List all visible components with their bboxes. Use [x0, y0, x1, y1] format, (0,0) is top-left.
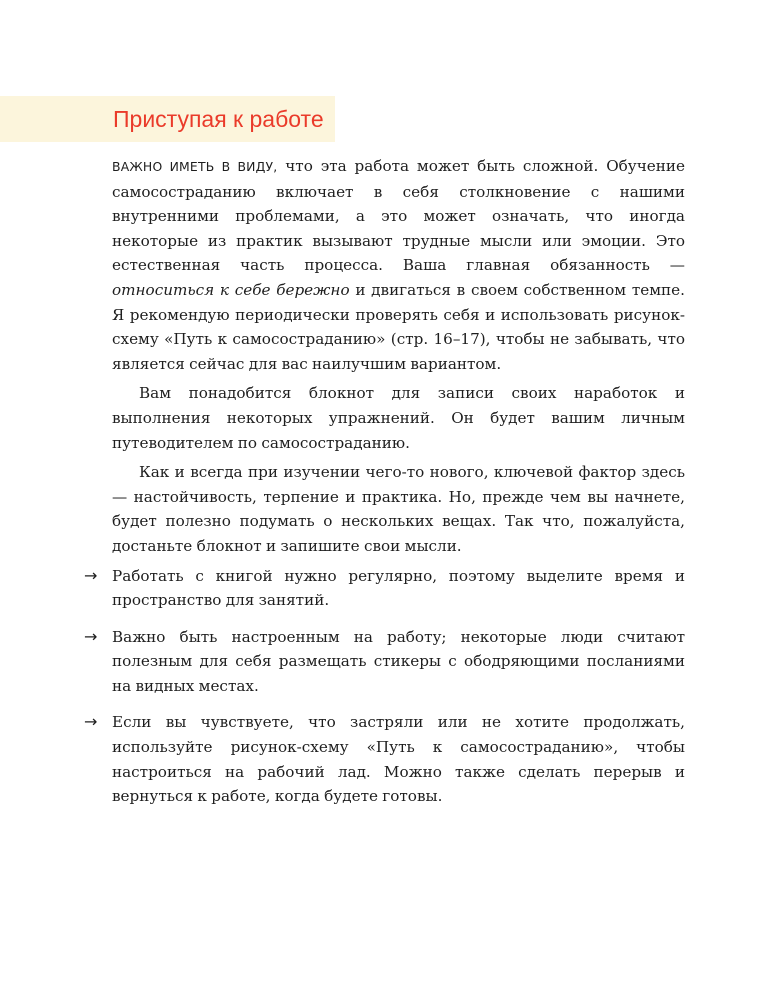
intro-text-before: что эта работа может быть сложной. Обучение самосостраданию включает в себя столкновение с нашими внутренними проблемами, а это может означать, что иногда некоторые из практик вызывают трудные мысли или эмоции. Это естественная часть процесса. Ваша главная обязанность —	[112, 157, 685, 275]
paragraph-notebook: Вам понадобится блокнот для записи своих наработок и выполнения некоторых упражнений. Он будет вашим личным путеводителем по самосостраданию.	[112, 384, 685, 452]
paragraph-persistence: Как и всегда при изучении чего-то нового, ключевой фактор здесь — настойчивость, терпение и практика. Но, прежде чем вы начнете, будет полезно подумать о нескольких вещах. Так что, пожалуйста, достаньте блокнот и запишите свои мысли.	[112, 463, 685, 555]
arrow-right-icon: →	[84, 565, 98, 585]
intro-text-after: и двигаться в своем собственном темпе. Я рекомендую периодически проверять себя и использовать рисунок-схему «Путь к самосостраданию» (стр. 16–17), чтобы не забывать, что является сейчас для вас наилучшим вариантом.	[112, 280, 685, 373]
section-heading: Приступая к работе	[113, 106, 324, 132]
list-item-text: Работать с книгой нужно регулярно, поэтому выделите время и пространство для занятий.	[112, 566, 685, 610]
paragraph-intro	[112, 154, 685, 376]
intro-emphasis: относиться к себе бережно	[112, 280, 350, 299]
arrow-right-icon: →	[84, 626, 98, 646]
list-item-text: Если вы чувствуете, что застряли или не хотите продолжать, используйте рисунок-схему «Путь к самосостраданию», чтобы настроиться на рабочий лад. Можно также сделать перерыв и вернуться к работе, когда будете готовы.	[112, 713, 685, 806]
arrow-right-icon: →	[84, 712, 98, 732]
list-item-text: Важно быть настроенным на работу; некоторые люди считают полезным для себя размещать стикеры с ободряющими посланиями на видных местах.	[112, 627, 685, 695]
list-item	[84, 564, 685, 613]
list-item	[84, 710, 685, 808]
tips-list	[84, 564, 685, 809]
section-heading-band	[0, 96, 335, 142]
body-text	[84, 154, 685, 821]
intro-lead-caps: ВАЖНО ИМЕТЬ В ВИДУ,	[112, 159, 278, 174]
list-item	[84, 625, 685, 699]
